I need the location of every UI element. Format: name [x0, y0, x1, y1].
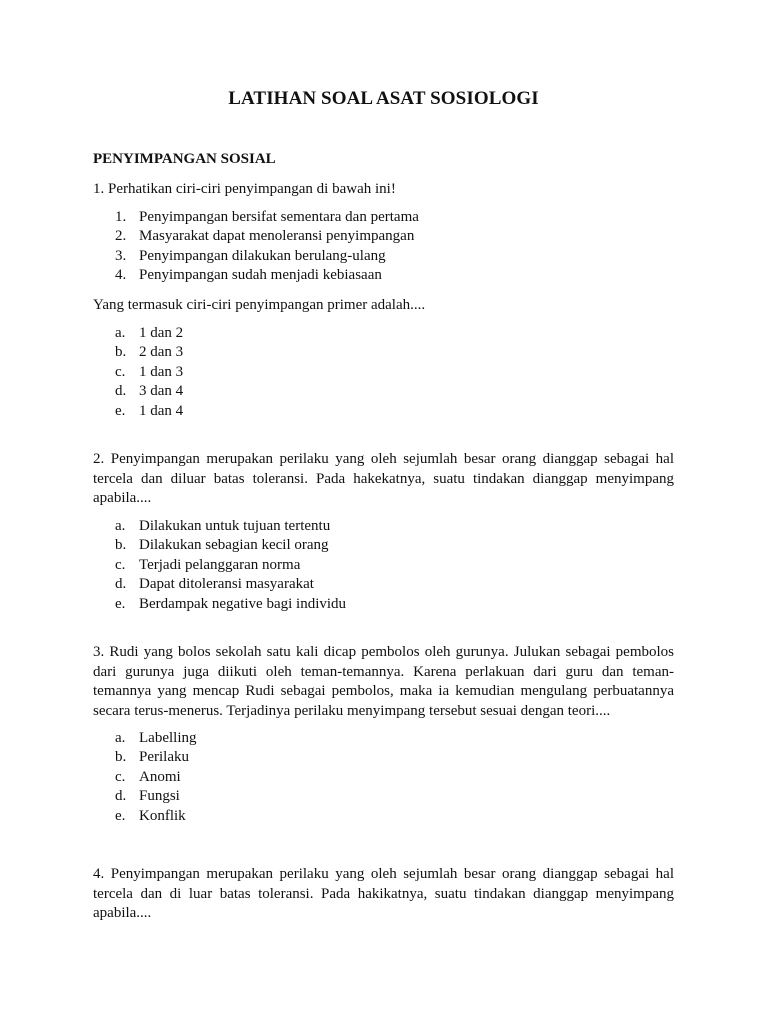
option-marker: e. [115, 402, 126, 419]
option-marker: b. [115, 749, 127, 766]
option-marker: e. [115, 807, 126, 824]
option-marker: b. [115, 344, 127, 361]
question-3-stem: 3. Rudi yang bolos sekolah satu kali dicap pembolos oleh gurunya. Julukan sebagai pembolos dari gurunya juga diikuti oleh teman-temannya. Karena perlakuan dari guru dan teman-temannya yang mencap Rudi sebagai pembolos, maka ia kemudian mengulang perbuatannya secara terus-menerus. Terjadinya perilaku menyimpang tersebut sesuai dengan teori.... [93, 644, 674, 719]
question-4-stem: 4. Penyimpangan merupakan perilaku yang oleh sejumlah besar orang dianggap sebagai hal tercela dan di luar batas toleransi. Pada hakikatnya, suatu tindakan dianggap menyimpang apabila.... [93, 866, 674, 921]
question-1-prompt: Yang termasuk ciri-ciri penyimpangan primer adalah.... [93, 297, 426, 313]
list-item-text: Masyarakat dapat menoleransi penyimpangan [139, 228, 415, 245]
option-text: Konflik [139, 807, 186, 824]
option-text: Terjadi pelanggaran norma [139, 556, 301, 573]
option-marker: b. [115, 537, 127, 554]
option-text: Berdampak negative bagi individu [139, 595, 347, 612]
option-marker: c. [115, 768, 126, 785]
question-1-stem: 1. Perhatikan ciri-ciri penyimpangan di bawah ini! [93, 181, 396, 197]
list-marker: 3. [115, 247, 127, 264]
option-text: 1 dan 2 [139, 325, 184, 341]
list-item-text: Penyimpangan dilakukan berulang-ulang [139, 247, 386, 264]
list-marker: 4. [115, 267, 127, 284]
option-text: 1 dan 4 [139, 402, 184, 419]
option-marker: d. [115, 788, 127, 805]
option-text: Dilakukan sebagian kecil orang [139, 537, 329, 554]
option-text: Labelling [139, 730, 197, 746]
option-text: Anomi [139, 768, 181, 785]
option-text: 2 dan 3 [139, 344, 184, 361]
option-marker: d. [115, 576, 127, 593]
option-marker: d. [115, 383, 127, 400]
list-marker: 1. [115, 209, 127, 225]
option-text: Dilakukan untuk tujuan tertentu [139, 518, 331, 534]
list-item-text: Penyimpangan bersifat sementara dan pertama [139, 209, 419, 225]
option-marker: c. [115, 363, 126, 380]
option-marker: c. [115, 556, 126, 573]
option-marker: a. [115, 730, 126, 746]
list-marker: 2. [115, 228, 127, 245]
option-text: 1 dan 3 [139, 363, 184, 380]
option-text: Perilaku [139, 749, 189, 766]
option-marker: a. [115, 325, 126, 341]
section-heading: PENYIMPANGAN SOSIAL [93, 151, 276, 167]
document-title: LATIHAN SOAL ASAT SOSIOLOGI [228, 88, 539, 109]
question-2-stem: 2. Penyimpangan merupakan perilaku yang oleh sejumlah besar orang dianggap sebagai hal tercela dan diluar batas toleransi. Pada hakekatnya, suatu tindakan dianggap menyimpang apabila.... [93, 451, 674, 506]
option-marker: e. [115, 595, 126, 612]
list-item-text: Penyimpangan sudah menjadi kebiasaan [139, 267, 382, 284]
option-text: 3 dan 4 [139, 383, 184, 400]
option-marker: a. [115, 518, 126, 534]
option-text: Fungsi [139, 788, 180, 805]
option-text: Dapat ditoleransi masyarakat [139, 576, 314, 593]
